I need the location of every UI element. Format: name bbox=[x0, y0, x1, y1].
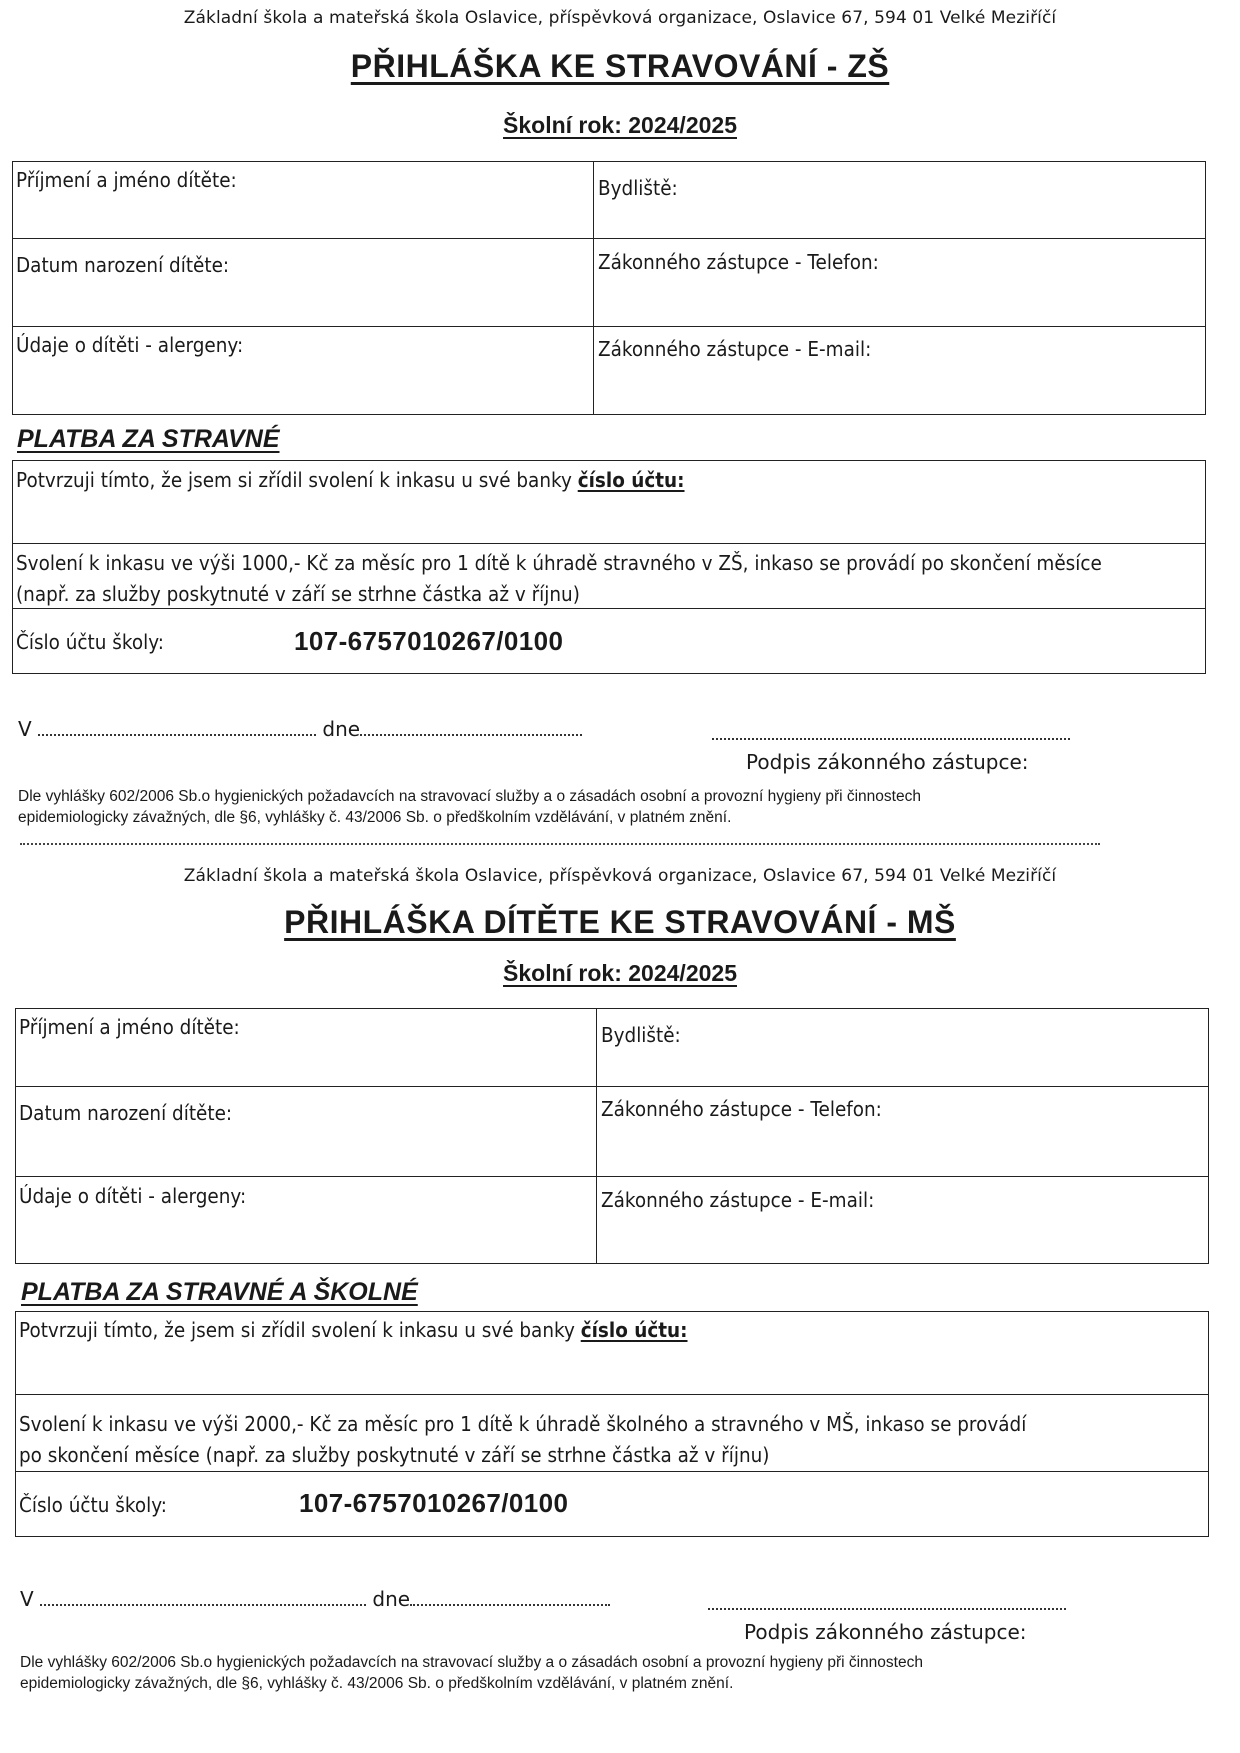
bank-account-confirmation-field[interactable] bbox=[19, 1318, 688, 1342]
account-number-emphasis: číslo účtu: bbox=[577, 468, 685, 492]
guardian-phone-field[interactable]: Zákonného zástupce - Telefon: bbox=[598, 250, 879, 274]
school-header: Základní škola a mateřská škola Oslavice, příspěvková organizace, Oslavice 67, 594 01 Velké Meziříčí bbox=[183, 8, 1057, 28]
birth-date-field[interactable]: Datum narození dítěte: bbox=[19, 1101, 233, 1125]
residence-field[interactable]: Bydliště: bbox=[598, 176, 678, 200]
confirm-text: Potvrzuji tímto, že jsem si zřídil svolení k inkasu u své banky bbox=[16, 468, 578, 492]
child-name-field[interactable]: Příjmení a jméno dítěte: bbox=[16, 168, 237, 192]
account-number-emphasis: číslo účtu: bbox=[580, 1318, 688, 1342]
school-year: Školní rok: 2024/2025 bbox=[503, 112, 737, 138]
permission-text-line2: (např. za služby poskytnuté v září se strhne částka až v říjnu) bbox=[16, 582, 580, 606]
table-divider bbox=[596, 1008, 597, 1264]
guardian-email-field[interactable]: Zákonného zástupce - E-mail: bbox=[601, 1188, 875, 1212]
school-account-label: Číslo účtu školy: bbox=[16, 630, 164, 654]
school-year: Školní rok: 2024/2025 bbox=[503, 960, 737, 986]
date-fill-line[interactable] bbox=[410, 1588, 610, 1606]
legal-note-line1: Dle vyhlášky 602/2006 Sb.o hygienických požadavcích na stravovací služby a o zásadách osobní a provozní hygieny při činnostech bbox=[18, 788, 921, 805]
place-prefix: V bbox=[20, 1587, 34, 1611]
guardian-email-field[interactable]: Zákonného zástupce - E-mail: bbox=[598, 337, 872, 361]
place-prefix: V bbox=[18, 717, 32, 741]
form-title: PŘIHLÁŠKA KE STRAVOVÁNÍ - ZŠ bbox=[350, 48, 890, 84]
date-prefix: dne bbox=[372, 1587, 411, 1611]
signature-label: Podpis zákonného zástupce: bbox=[746, 750, 1029, 774]
school-header: Základní škola a mateřská škola Oslavice, příspěvková organizace, Oslavice 67, 594 01 Velké Meziříčí bbox=[183, 866, 1057, 886]
place-date-line[interactable] bbox=[20, 1587, 610, 1611]
legal-note-line2: epidemiologicky závažných, dle §6, vyhlášky č. 43/2006 Sb. o předškolním vzdělávání, v platném znění. bbox=[20, 1675, 734, 1692]
school-account-label: Číslo účtu školy: bbox=[19, 1493, 167, 1517]
school-account-number: 107-6757010267/0100 bbox=[294, 626, 564, 656]
birth-date-field[interactable]: Datum narození dítěte: bbox=[16, 253, 230, 277]
place-fill-line[interactable] bbox=[40, 1588, 366, 1606]
form-title: PŘIHLÁŠKA DÍTĚTE KE STRAVOVÁNÍ - MŠ bbox=[284, 904, 956, 940]
payment-heading: PLATBA ZA STRAVNÉ A ŠKOLNÉ bbox=[21, 1278, 418, 1306]
allergens-field[interactable]: Údaje o dítěti - alergeny: bbox=[19, 1184, 247, 1208]
payment-heading: PLATBA ZA STRAVNÉ bbox=[17, 425, 280, 453]
child-name-field[interactable]: Příjmení a jméno dítěte: bbox=[19, 1015, 240, 1039]
permission-text-line1: Svolení k inkasu ve výši 1000,- Kč za měsíc pro 1 dítě k úhradě stravného v ZŠ, inkaso se provádí po skončení měsíce bbox=[16, 551, 1102, 575]
allergens-field[interactable]: Údaje o dítěti - alergeny: bbox=[16, 333, 244, 357]
table-divider bbox=[15, 1471, 1209, 1472]
guardian-phone-field[interactable]: Zákonného zástupce - Telefon: bbox=[601, 1097, 882, 1121]
table-divider bbox=[15, 1394, 1209, 1395]
table-divider bbox=[15, 1176, 1209, 1177]
date-prefix: dne bbox=[322, 717, 361, 741]
residence-field[interactable]: Bydliště: bbox=[601, 1023, 681, 1047]
legal-note-line1: Dle vyhlášky 602/2006 Sb.o hygienických požadavcích na stravovací služby a o zásadách osobní a provozní hygieny při činnostech bbox=[20, 1654, 923, 1671]
table-divider bbox=[15, 1086, 1209, 1087]
signature-label: Podpis zákonného zástupce: bbox=[744, 1620, 1027, 1644]
confirm-text: Potvrzuji tímto, že jsem si zřídil svolení k inkasu u své banky bbox=[19, 1318, 581, 1342]
signature-fill-line[interactable] bbox=[708, 1592, 1066, 1610]
permission-text-line1: Svolení k inkasu ve výši 2000,- Kč za měsíc pro 1 dítě k úhradě školného a stravného v MŠ, inkaso se provádí bbox=[19, 1412, 1027, 1436]
legal-note-line2: epidemiologicky závažných, dle §6, vyhlášky č. 43/2006 Sb. o předškolním vzdělávání, v platném znění. bbox=[18, 809, 732, 826]
permission-text-line2: po skončení měsíce (např. za služby poskytnuté v září se strhne částka až v říjnu) bbox=[19, 1443, 770, 1467]
school-account-number: 107-6757010267/0100 bbox=[299, 1488, 569, 1518]
